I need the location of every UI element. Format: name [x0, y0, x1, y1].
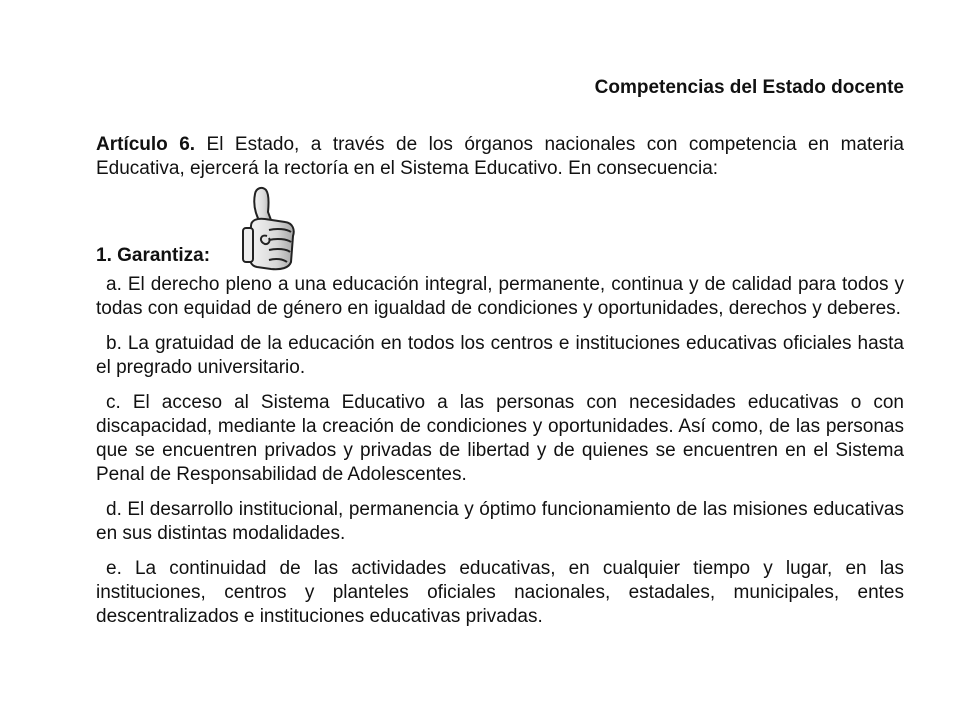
- list-item-a: a. El derecho pleno a una educación integral, permanente, continua y de calidad para todos y todas con equidad de género en igualdad de condiciones y oportunidades, derechos y deberes.: [96, 274, 904, 319]
- guarantee-list: [96, 273, 904, 640]
- list-item-c: c. El acceso al Sistema Educativo a las personas con necesidades educativas o con discapacidad, mediante la creación de condiciones y oportunidades. Así como, de las personas que se encuentren privados y privadas de libertad y de quienes se encuentren en el Sistema Penal de Responsabilidad de Adolescentes.: [96, 392, 904, 485]
- list-item-b: b. La gratuidad de la educación en todos los centros e instituciones educativas oficiales hasta el pregrado universitario.: [96, 333, 904, 378]
- list-item-d: d. El desarrollo institucional, permanencia y óptimo funcionamiento de las misiones educativas en sus distintas modalidades.: [96, 499, 904, 544]
- article-intro: [96, 133, 904, 181]
- list-item-e: e. La continuidad de las actividades educativas, en cualquier tiempo y lugar, en las instituciones, centros y planteles oficiales nacionales, estadales, municipales, entes descentralizados e instituciones educativas privadas.: [96, 558, 904, 627]
- article-intro-text: El Estado, a través de los órganos nacionales con competencia en materia Educativa, ejercerá la rectoría en el Sistema Educativo. En consecuencia:: [96, 134, 904, 179]
- section-label: 1. Garantiza:: [96, 245, 211, 266]
- page-title: Competencias del Estado docente: [594, 77, 904, 98]
- thumbs-up-icon: [241, 184, 299, 272]
- article-label: Artículo 6.: [96, 134, 196, 155]
